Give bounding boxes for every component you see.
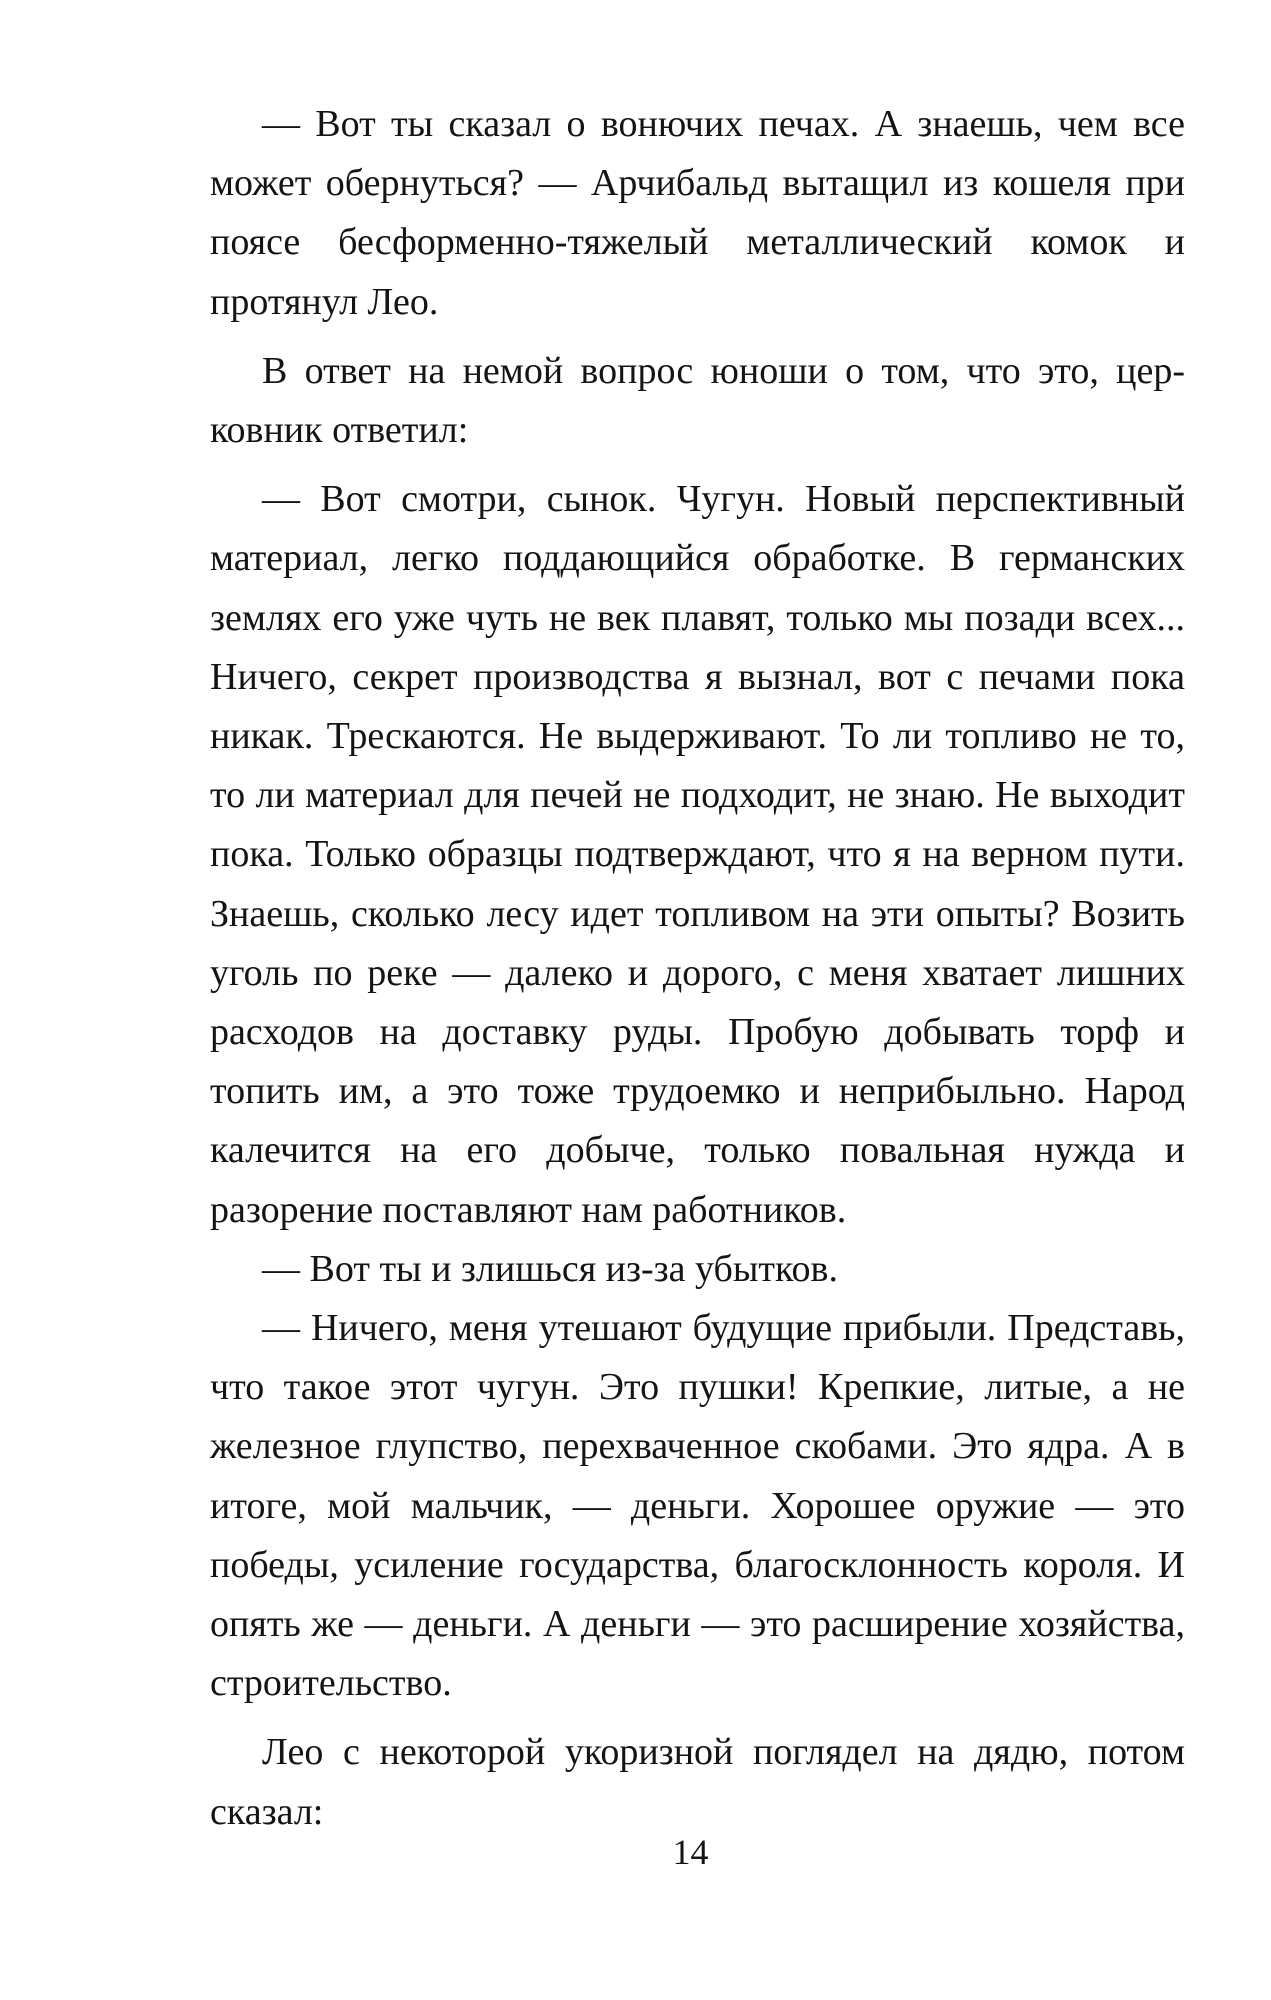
paragraph-2: В ответ на немой вопрос юноши о том, что это, церковник ответил: bbox=[210, 349, 1185, 452]
paragraph-3: — Вот смотри, сынок. Чугун. Новый перспективный материал, легко поддающийся обработке. В германских землях его уже чуть не век плавят, только мы позади всех... Ничего, секрет производства я вызнал, вот с печами пока никак. Трескаются. Не выдерживают. То ли топливо не то, то ли материал для печей не подходит, не знаю. Не выходит пока. Только образцы подтверждают, что я на верном пути. Знаешь, сколько лесу идет топливом на эти опыты? Возить уголь по реке — далеко и дорого, с меня хватает лишних расходов на доставку руды. Пробую добывать торф и топить им, а это тоже трудоемко и неприбыльно. Народ калечится на его добыче, только повальная нужда и разорение поставляют нам работников. bbox=[210, 478, 1185, 1231]
paragraph-4: — Вот ты и злишься из-за убытков. bbox=[262, 1247, 838, 1290]
paragraph-5: — Ничего, меня утешают будущие прибыли. Представь, что такое этот чугун. Это пушки! Крепкие, литые, а не железное глупство, перехваченное скобами. Это ядра. А в итоге, мой мальчик, — деньги. Хорошее оружие — это победы, усиление государства, благосклонность короля. И опять же — деньги. А деньги — это расширение хозяйства, строительство. bbox=[210, 1307, 1185, 1705]
page-number: 14 bbox=[672, 1832, 709, 1872]
paragraph-6: Лео с некоторой укоризной поглядел на дядю, потом сказал: bbox=[210, 1731, 1185, 1833]
paragraph-1: — Вот ты сказал о вонючих печах. А знаешь, чем все может обернуться? — Арчибальд вытащил из кошеля при поясе бесформенно-тяжелый металлический комок и протянул Лео. bbox=[210, 103, 1185, 323]
body-text bbox=[210, 95, 1185, 1842]
